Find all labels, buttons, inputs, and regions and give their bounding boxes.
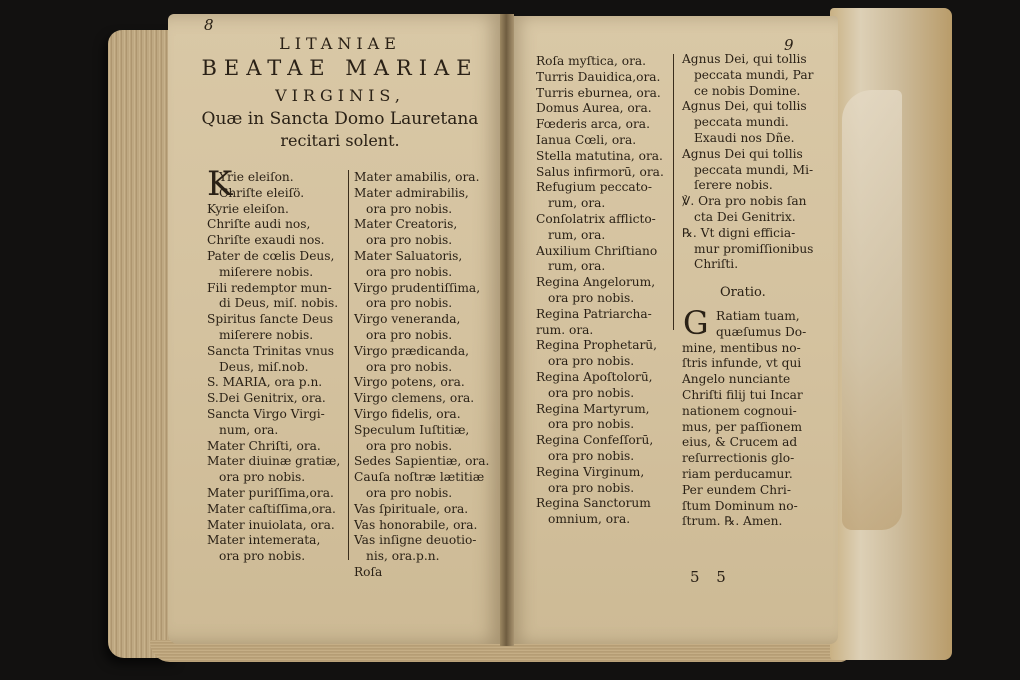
text-line: mus, per paſſionem [682,419,803,434]
text-line: peccata mundi, Mi- [694,162,814,177]
text-line: Salus infirmorū, ora. [536,164,664,179]
text-line: Mater intemerata, [207,533,321,548]
text-line: Mater Chriſti, ora. [207,438,321,453]
text-line: Regina Martyrum, [536,401,650,416]
text-line: Virgo clemens, ora. [354,391,475,406]
text-line: ora pro nobis. [366,201,453,216]
text-line: Mater diuinæ gratiæ, [207,454,341,469]
gutter [500,14,514,646]
drop-cap-g: G [683,304,709,342]
text-line: Mater caſtiſſima,ora. [207,501,336,516]
text-line: Regina Virginum, [536,464,645,479]
text-line: nationem cognoui- [682,403,797,418]
text-line: Turris eburnea, ora. [536,85,661,100]
text-line: Agnus Dei, qui tollis [682,52,807,66]
text-line: Vas ſpirituale, ora. [354,501,469,516]
title-litaniae: LITANIAE [279,34,401,53]
text-line: ora pro nobis. [548,290,635,305]
text-line: Cauſa noſtræ lætitiæ [354,470,485,485]
text-line: ora pro nobis. [219,470,306,485]
flyleaf-tear [842,90,902,530]
text-line: Regina Sanctorum [536,496,651,511]
text-line: Roſa [354,564,383,579]
text-line: Sancta Trinitas vnus [207,343,335,358]
text-line: Regina Angelorum, [536,275,656,290]
text-line: mine, mentibus no- [682,340,801,355]
text-line: riam perducamur. [682,466,793,481]
text-line: Regina Patriarcha- [536,306,652,321]
text-line: omnium, ora. [548,512,631,527]
text-line: Deus, miſ.nob. [219,359,309,374]
text-line: Vas inſigne deuotio- [354,533,477,548]
text-line: mur promiſſionibus [694,241,814,256]
text-line: Ratiam tuam, [716,309,800,323]
right-page-number: 9 [784,36,794,54]
text-line: Roſa myſtica, ora. [536,54,647,68]
text-line: cta Dei Genitrix. [694,209,796,224]
text-line: Spiritus ſancte Deus [207,312,334,327]
text-line: Mater amabilis, ora. [354,170,480,184]
text-line: ora pro nobis. [366,359,453,374]
text-line: Regina Confeſſorū, [536,433,654,448]
text-line: Virgo prædicanda, [354,343,469,358]
text-line: ℣. Ora pro nobis ſan [682,194,807,209]
text-line: Speculum Iuſtitiæ, [354,422,470,437]
text-line: Chriſti. [694,257,739,272]
text-line: rum, ora. [548,196,606,211]
litany-column-1 [207,170,345,565]
text-line: Agnus Dei, qui tollis [682,99,807,114]
text-line: ora pro nobis. [548,385,635,400]
text-line: reſurrectionis glo- [682,451,795,466]
text-line: Pater de cœlis Deus, [207,248,335,263]
title-virginis: VIRGINIS, [275,86,405,105]
text-line: Mater admirabilis, [354,185,469,200]
text-line: Fili redemptor mun- [207,280,332,295]
text-line: ora pro nobis. [548,448,635,463]
text-line: Virgo veneranda, [354,312,461,327]
text-line: eius, & Crucem ad [682,435,798,450]
subtitle-line-2: recitari solent. [280,131,400,150]
text-line: ſtrum. ℞. Amen. [682,514,783,529]
litany-column-2 [354,170,492,581]
text-line: ſtum Dominum no- [682,498,798,513]
text-line: ora pro nobis. [366,438,453,453]
text-line: Vas honorabile, ora. [354,517,478,532]
text-line: Ianua Cœli, ora. [536,132,637,147]
oratio-heading: Oratio. [720,285,766,300]
text-line: rum. ora. [536,322,594,337]
text-line: Conſolatrix afflicto- [536,211,656,226]
folio-signature: 5 5 [690,568,732,586]
column-rule-left [348,170,349,560]
text-line: Domus Aurea, ora. [536,101,652,116]
text-line: ora pro nobis. [548,480,635,495]
text-line: Regina Prophetarū, [536,338,658,353]
text-line: Mater Saluatoris, [354,248,463,263]
text-line: Fœderis arca, ora. [536,117,650,132]
text-line: ſtris infunde, vt qui [682,356,802,371]
text-line: ora pro nobis. [548,354,635,369]
text-line: Sedes Sapientiæ, ora. [354,454,490,469]
text-line: Chriſte audi nos, [207,217,311,232]
litany-column-4 [682,52,818,273]
text-line: Agnus Dei qui tollis [682,146,803,161]
text-line: rum, ora. [548,259,606,274]
text-line: Chriſte exaudi nos. [207,233,325,248]
text-line: quæſumus Do- [716,324,807,339]
text-line: ſerere nobis. [694,178,773,193]
text-line: peccata mundi, Par [694,67,814,82]
text-line: Virgo fidelis, ora. [354,406,461,421]
text-line: nis, ora.p.n. [366,549,440,564]
subtitle-line-1: Quæ in Sancta Domo Lauretana [201,109,479,129]
text-line: Regina Apoſtolorū, [536,369,653,384]
text-line: Exaudi nos Dñe. [694,130,795,145]
text-line: ora pro nobis. [366,485,453,500]
text-line: peccata mundi. [694,115,789,130]
litany-column-3 [536,54,666,528]
text-line: Mater inuiolata, ora. [207,517,335,532]
text-line: ora pro nobis. [366,327,453,342]
text-line: ora pro nobis. [366,264,453,279]
text-line: Turris Dauidica,ora. [536,69,661,84]
text-line: Mater Creatoris, [354,217,458,232]
text-line: miſerere nobis. [219,264,314,279]
title-beatae-mariae: BEATAE MARIAE [201,56,479,80]
text-line: ora pro nobis. [548,417,635,432]
text-line: num, ora. [219,422,279,437]
text-line: Chriſte eleiſö. [219,185,305,200]
text-line: ora pro nobis. [366,296,453,311]
left-page-number: 8 [204,16,214,34]
text-line: Sancta Virgo Virgi- [207,406,325,421]
text-line: ce nobis Domine. [694,83,801,98]
text-line: Per eundem Chri- [682,482,791,497]
text-line: Kyrie eleiſon. [207,201,289,216]
text-line: Mater puriſſima,ora. [207,485,334,500]
text-line: ora pro nobis. [219,549,306,564]
text-line: di Deus, miſ. nobis. [219,296,339,311]
text-line: Chriſti filij tui Incar [682,387,803,402]
text-line: ora pro nobis. [366,233,453,248]
text-line: ℞. Vt digni efficia- [682,225,796,240]
text-line: rum, ora. [548,227,606,242]
text-line: Yrie eleiſon. [219,170,294,184]
text-line: Refugium peccato- [536,180,653,195]
text-line: Stella matutina, ora. [536,148,663,163]
text-line: S.Dei Genitrix, ora. [207,391,326,406]
oratio-text [682,309,826,530]
column-rule-right [673,54,674,330]
text-line: Virgo prudentiſſima, [354,280,481,295]
drop-cap-k: K [207,164,233,204]
text-line: miſerere nobis. [219,327,314,342]
text-line: S. MARIA, ora p.n. [207,375,323,390]
text-line: Angelo nunciante [682,372,791,387]
text-line: Auxilium Chriſtiano [536,243,658,258]
text-line: Virgo potens, ora. [354,375,465,390]
